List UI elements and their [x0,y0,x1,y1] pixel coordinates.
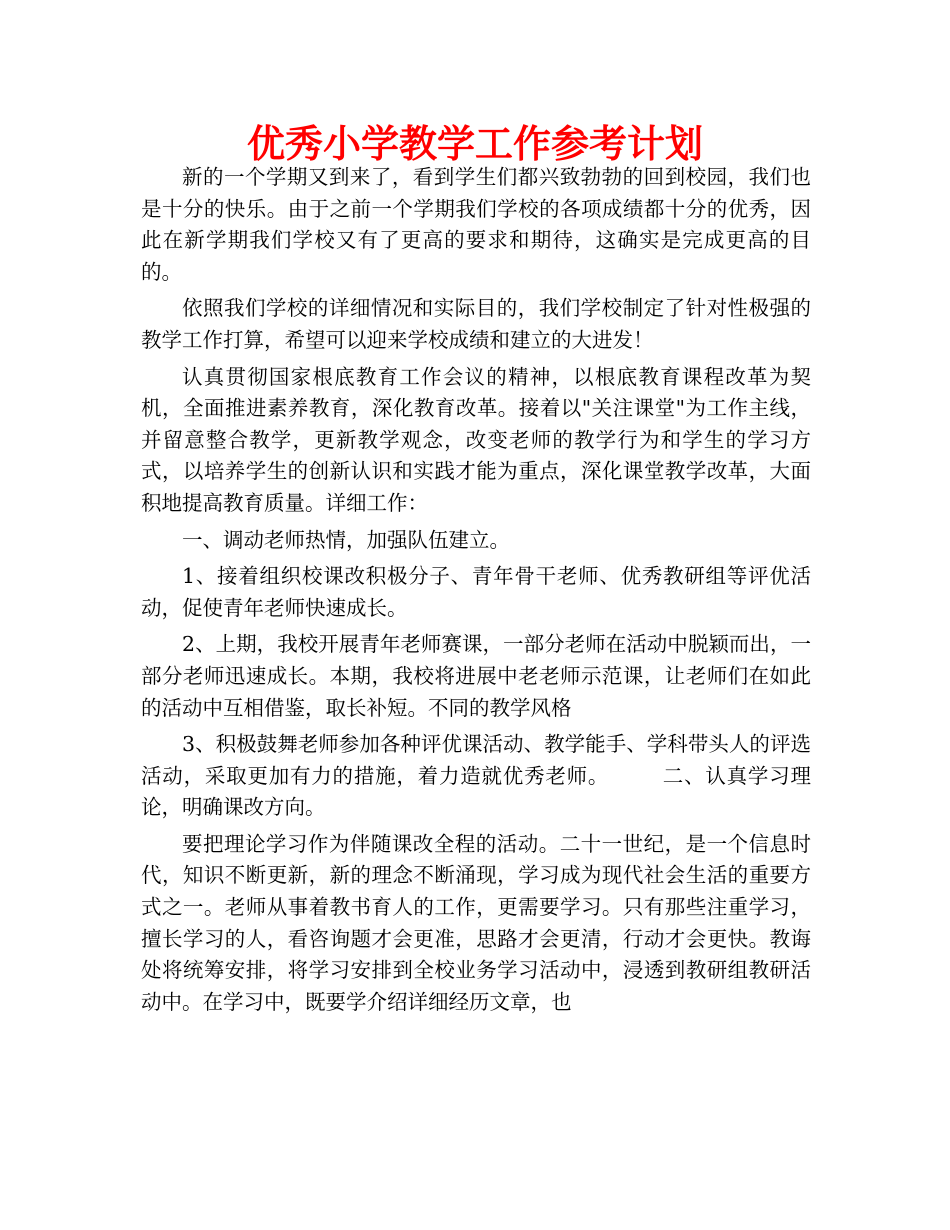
document-title: 优秀小学教学工作参考计划 [246,122,703,166]
list-item-3: 3、积极鼓舞老师参加各种评优课活动、教学能手、学科带头人的评选活动，采取更加有力的措施，着力造就优秀老师。 二、认真学习理论，明确课改方向。 [141,732,811,820]
section-heading-1: 一、调动老师热情，加强队伍建立。 [182,527,510,552]
paragraph-theory: 要把理论学习作为伴随课改全程的活动。二十一世纪，是一个信息时代，知识不断更新，新的理念不断涌现，学习成为现代社会生活的重要方式之一。老师从事着教书育人的工作，更需要学习。只有那些注重学习，擅长学习的人，看咨询题才会更准，思路才会更清，行动才会更快。教诲处将统筹安排，将学习安排到全校业务学习活动中，浸透到教研组教研活动中。在学习中，既要学介绍详细经历文章，也 [141,831,811,1014]
paragraph-purpose: 依照我们学校的详细情况和实际目的，我们学校制定了针对性极强的教学工作打算，希望可以迎来学校成绩和建立的大进发！ [141,296,811,352]
list-item-2: 2、上期，我校开展青年老师赛课，一部分老师在活动中脱颖而出，一部分老师迅速成长。本期，我校将进展中老老师示范课，让老师们在如此的活动中互相借鉴，取长补短。不同的教学风格 [141,632,811,720]
paragraph-intro: 新的一个学期又到来了，看到学生们都兴致勃勃的回到校园，我们也是十分的快乐。由于之前一个学期我们学校的各项成绩都十分的优秀，因此在新学期我们学校又有了更高的要求和期待，这确实是完成更高的目的。 [141,165,811,284]
document-body [141,162,811,1023]
list-item-1: 1、接着组织校课改积极分子、青年骨干老师、优秀教研组等评优活动，促使青年老师快速成长。 [141,564,811,620]
paragraph-policy: 认真贯彻国家根底教育工作会议的精神，以根底教育课程改革为契机，全面推进素养教育，深化教育改革。接着以"关注课堂"为工作主线，并留意整合教学，更新教学观念，改变老师的教学行为和学生的学习方式，以培养学生的创新认识和实践才能为重点，深化课堂教学改革，大面积地提高教育质量。详细工作： [141,364,811,515]
